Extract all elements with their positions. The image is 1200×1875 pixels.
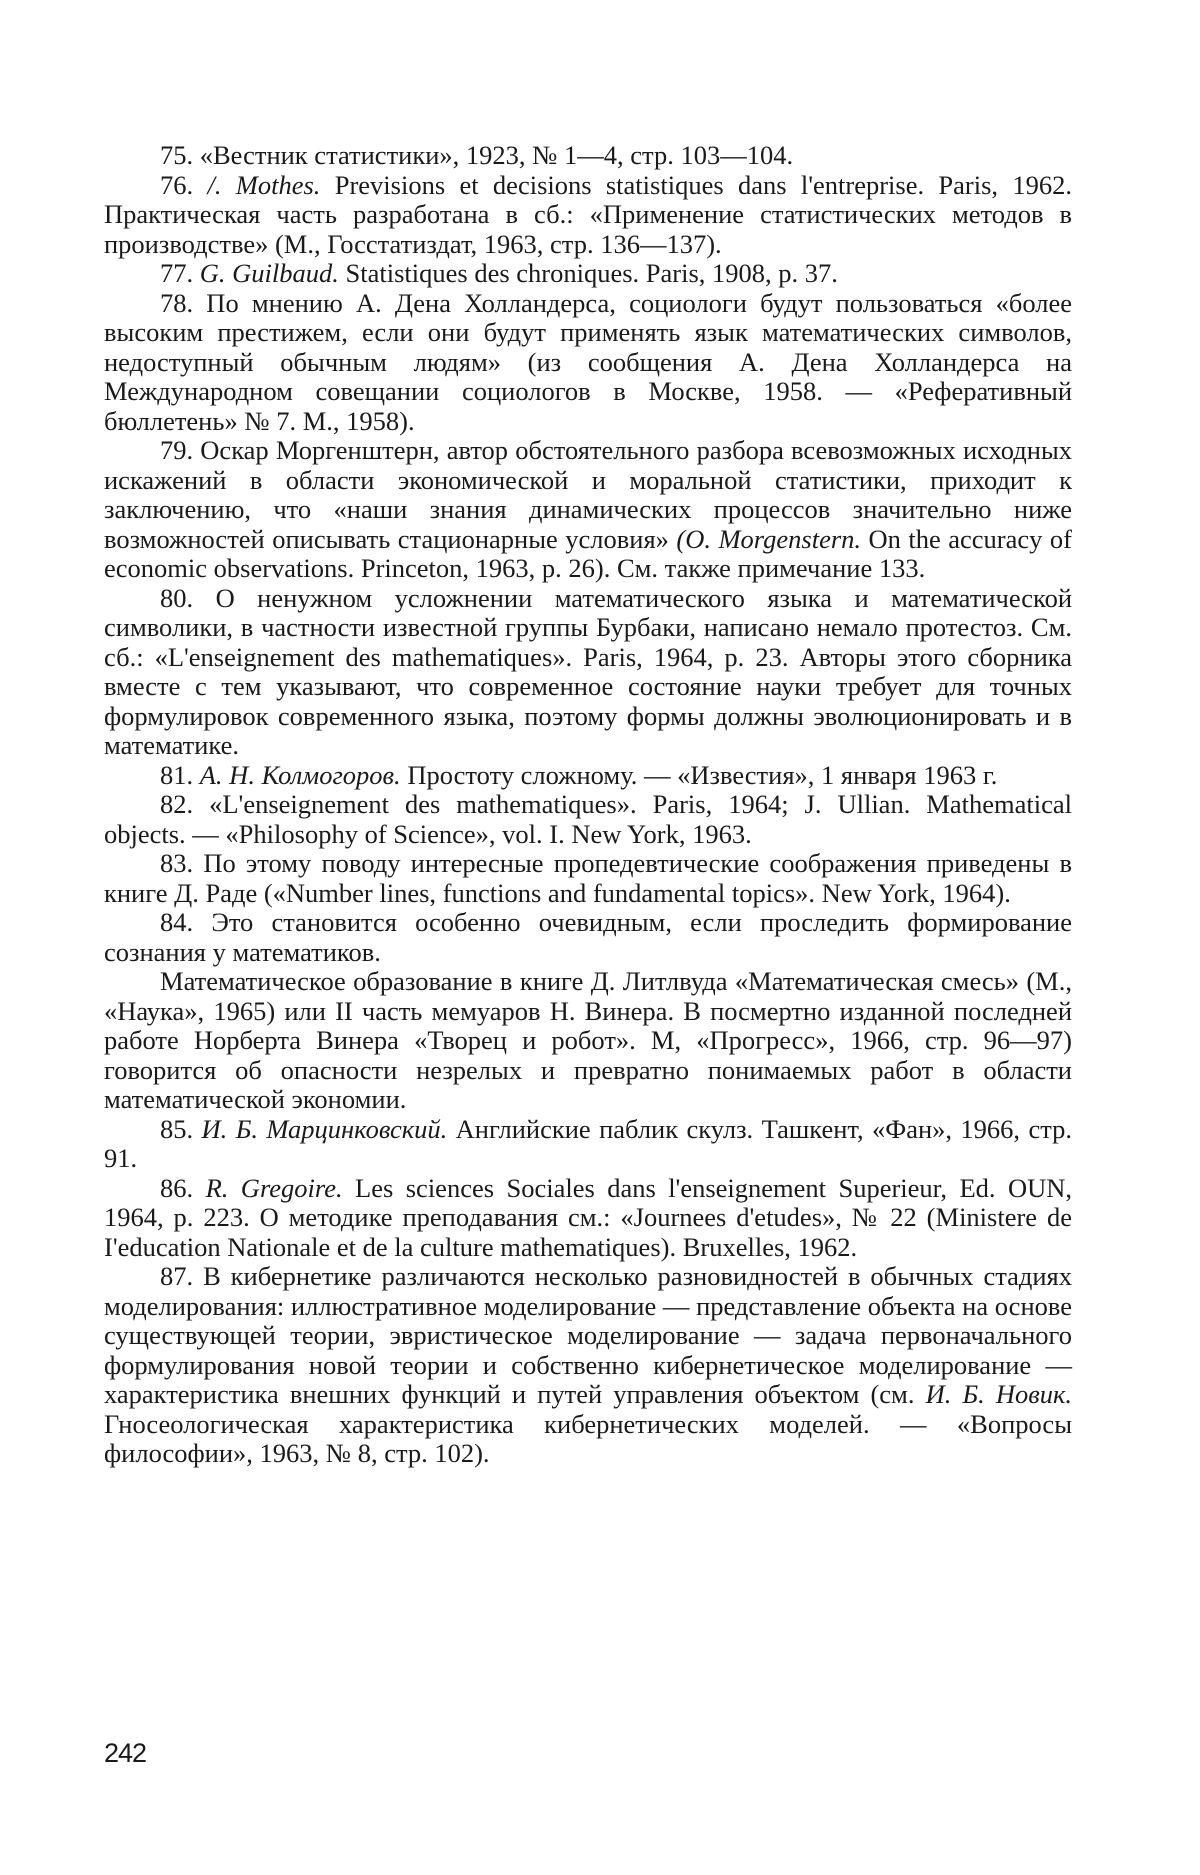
note-76-text: Previsions et decisions statistiques dans l'entreprise. Paris, 1962. Практическая часть разработана в сб.: «Применение статистических методов в производстве» (М., Госстатиздат, 1963, стр. 136—137). <box>104 169 1073 259</box>
note-85-text: Английские паблик скулз. Ташкент, «Фан», 1966, стр. 91. <box>104 1113 1072 1173</box>
note-83-text: 83. По этому поводу интересные пропедевтические соображения приведены в книге Д. Раде («Number lines, functions and fundamental topics». New York, 1964). <box>104 848 1072 908</box>
note-77-text: Statistiques des chroniques. Paris, 1908, p. 37. <box>338 258 838 288</box>
note-81-author: А. Н. Колмогоров. <box>199 759 401 790</box>
note-87 <box>104 1262 1072 1469</box>
note-86 <box>104 1174 1072 1263</box>
note-87-text-end: Гносеологическая характеристика кибернетических моделей. — «Вопросы философии», 1963, № 8, стр. 102). <box>104 1408 1072 1468</box>
note-85 <box>104 1115 1072 1174</box>
note-86-number: 86. <box>160 1172 206 1203</box>
note-80 <box>104 584 1072 761</box>
note-78 <box>104 289 1072 437</box>
note-86-text: Les sciences Sociales dans l'enseignement Superieur, Ed. OUN, 1964, p. 223. О методике преподавания см.: «Journees d'etudes», № 22 (Ministere de I'education Nationale et de la culture mathematiques). Bruxelles, 1962. <box>104 1172 1073 1262</box>
note-82-text: 82. «L'enseignement des mathematiques». Paris, 1964; J. Ullian. Mathematical objects. — «Philosophy of Science», vol. I. New York, 1963. <box>104 789 1072 849</box>
note-79-author: (O. Morgenstern. <box>676 523 862 554</box>
note-77-author: G. Guilbaud. <box>199 258 339 288</box>
note-79-text: 79. Оскар Моргенштерн, автор обстоятельного разбора всевозможных исходных искажений в области экономической и моральной статистики, приходит к заключению, что «наши знания динамических процессов значительно ниже возможностей описывать стационарные условия» <box>104 435 1072 554</box>
note-84-text: 84. Это становится особенно очевидным, если проследить формирование сознания у математиков. <box>104 907 1072 967</box>
note-80-text: 80. О ненужном усложнении математического языка и математической символики, в частности известной группы Бурбаки, написано немало протестоз. См. сб.: «L'enseignement des mathematiques». Paris, 1964, p. 23. Авторы этого сборника вместе с тем указывают, что современное состояние науки требует для точных формулировок современного языка, поэтому формы должны эволюционировать и в математике. <box>104 582 1072 760</box>
note-81 <box>104 761 1072 791</box>
note-81-text: Простоту сложному. — «Известия», 1 января 1963 г. <box>400 759 998 790</box>
note-81-number: 81. <box>160 759 200 790</box>
note-87-text: 87. В кибернетике различаются несколько разновидностей в обычных стадиях моделирования: иллюстративное моделирование — представление объекта на основе существующей теории, эвристическое моделирование — задача первоначального формулирования новой теории и собственно кибернетическое моделирование — характеристика внешних функций и путей управления объектом (см. <box>104 1261 1072 1409</box>
note-77 <box>104 259 1072 289</box>
note-76 <box>104 171 1072 260</box>
endnotes-page-body <box>104 141 1072 1469</box>
note-75-text: 75. «Вестник статистики», 1923, № 1—4, стр. 103—104. <box>160 140 794 170</box>
note-84-continuation-text: Математическое образование в книге Д. Литлвуда «Математическая смесь» (М., «Наука», 1965) или II часть мемуаров Н. Винера. В посмертно изданной последней работе Норберта Винера «Творец и робот». М, «Прогресс», 1966, стр. 96—97) говорится об опасности незрелых и превратно понимаемых работ в области математической экономии. <box>104 966 1072 1114</box>
note-78-text: 78. По мнению А. Дена Холландерса, социологи будут пользоваться «более высоким престижем, если они будут применять язык математических символов, недоступный обычным людям» (из сообщения А. Дена Холландерса на Международном совещании социологов в Москве, 1958. — «Реферативный бюллетень» № 7. М., 1958). <box>104 287 1072 436</box>
note-86-author: R. Gregoire. <box>205 1172 343 1203</box>
note-87-author: И. Б. Новик. <box>925 1379 1072 1409</box>
note-82 <box>104 790 1072 849</box>
note-76-number: 76. <box>160 169 208 200</box>
note-75 <box>104 141 1072 171</box>
note-76-author: /. Mothes. <box>207 169 321 200</box>
note-83 <box>104 849 1072 908</box>
page-number: 242 <box>104 1738 147 1768</box>
note-84 <box>104 908 1072 967</box>
note-77-number: 77. <box>160 258 200 288</box>
note-84-continuation <box>104 967 1072 1115</box>
note-79-text-end: On the accuracy of economic observations. Princeton, 1963, p. 26). См. также примечание 133. <box>104 523 1072 583</box>
note-85-number: 85. <box>160 1113 202 1144</box>
note-79 <box>104 436 1072 584</box>
note-85-author: И. Б. Марцинковский. <box>201 1113 448 1144</box>
